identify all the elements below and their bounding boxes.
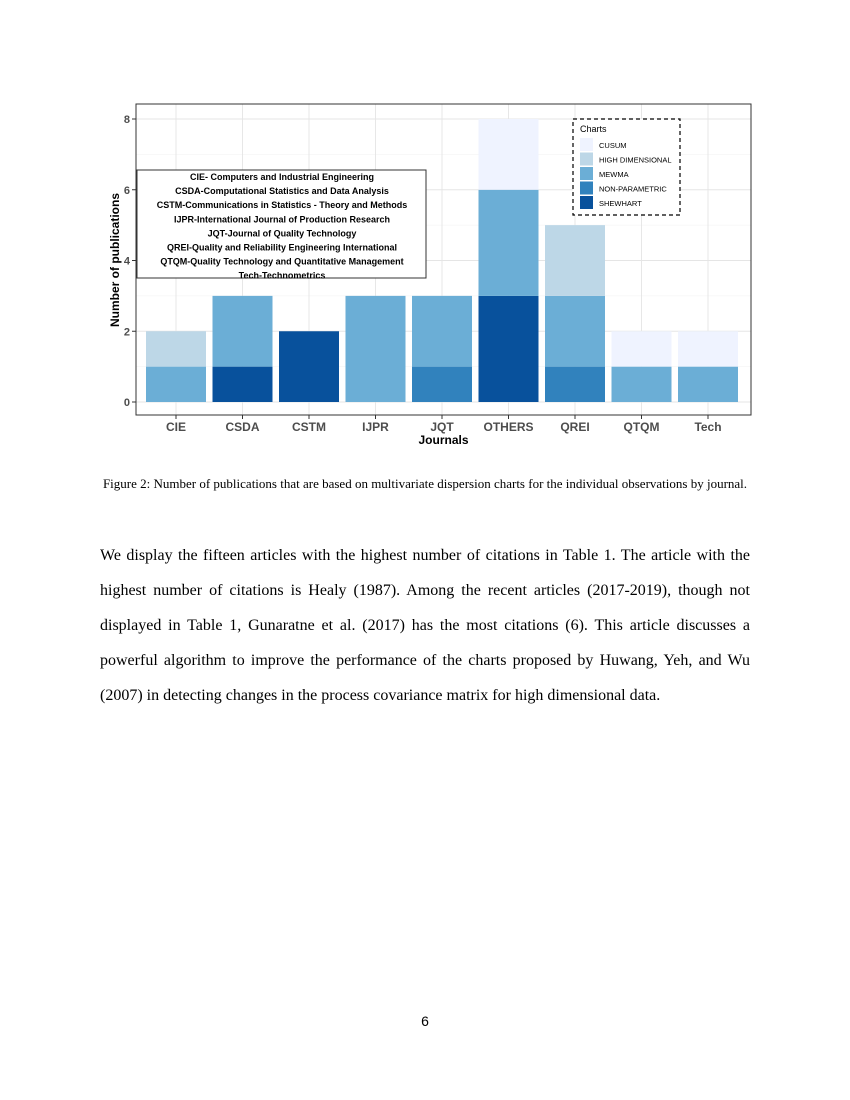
page-number: 6 — [421, 1013, 429, 1029]
bar-segment — [678, 367, 738, 402]
bar-segment — [146, 331, 206, 366]
legend-swatch — [580, 138, 593, 151]
bar-segment — [213, 296, 273, 367]
x-axis-title: Journals — [418, 433, 469, 447]
legend-label: CUSUM — [599, 141, 627, 150]
journal-key-line: IJPR-International Journal of Production Research — [173, 214, 391, 225]
journal-key-line: CIE- Computers and Industrial Engineering — [189, 172, 375, 182]
journal-key-line: QREI-Quality and Reliability Engineering International — [166, 242, 398, 253]
bar-segment — [612, 367, 672, 402]
journal-key-line: Tech-Technometrics — [238, 270, 326, 281]
bar-segment — [479, 296, 539, 402]
x-tick-label: JQT — [430, 420, 454, 434]
journal-key-line: JQT-Journal of Quality Technology — [207, 228, 357, 239]
bar-segment — [279, 331, 339, 402]
bar-segment — [412, 367, 472, 402]
legend-title: Charts — [580, 124, 607, 134]
y-axis-title: Number of publications — [108, 192, 122, 328]
bar-segment — [678, 331, 738, 366]
bar-segment — [612, 331, 672, 366]
legend-swatch — [580, 167, 593, 180]
journal-key-line: CSDA-Computational Statistics and Data Analysis — [175, 186, 389, 197]
legend-label: NON-PARAMETRIC — [599, 184, 667, 194]
legend-label: HIGH DIMENSIONAL — [599, 155, 672, 165]
x-tick-label: QREI — [560, 420, 590, 434]
legend-swatch — [580, 153, 593, 166]
bar-segment — [545, 367, 605, 402]
stacked-bar-chart — [0, 0, 850, 460]
bar-segment — [479, 190, 539, 296]
y-tick-label: 0 — [123, 397, 130, 409]
body-paragraph: We display the fifteen articles with the highest number of citations in Table 1. The article with the highest number of citations is Healy (1987). Among the recent articles (2017-2019), though not displayed in Table 1, Gunaratne et al. (2017) has the most citations (6). This article discusses a powerful algorithm to improve the performance of the charts proposed by Huwang, Yeh, and Wu (2007) in detecting changes in the process covariance matrix for high dimensional data. — [100, 547, 750, 704]
journal-key-line: QTQM-Quality Technology and Quantitative Management — [160, 256, 404, 267]
bar-segment — [479, 119, 539, 190]
legend-swatch — [580, 196, 593, 209]
x-tick-label: CSDA — [225, 420, 260, 434]
legend-swatch — [580, 182, 593, 195]
y-tick-label: 6 — [123, 184, 130, 197]
figure-caption: Figure 2: Number of publications that are based on multivariate dispersion charts for the individual observations by journal. — [102, 476, 748, 491]
x-tick-label: IJPR — [362, 420, 389, 434]
legend-label: MEWMA — [599, 170, 629, 179]
bar-segment — [346, 296, 406, 402]
bar-segment — [213, 367, 273, 402]
x-tick-label: Tech — [694, 420, 722, 434]
x-tick-label: CSTM — [292, 420, 326, 434]
bar-segment — [146, 367, 206, 402]
journal-key-line: CSTM-Communications in Statistics - Theory and Methods — [156, 200, 408, 211]
y-tick-label: 8 — [123, 114, 130, 126]
bar-segment — [412, 296, 472, 367]
legend-label: SHEWHART — [599, 199, 642, 208]
x-tick-label: CIE — [165, 420, 187, 434]
bar-segment — [545, 296, 605, 367]
x-tick-label: QTQM — [623, 420, 660, 434]
y-tick-label: 4 — [123, 255, 130, 268]
x-tick-label: OTHERS — [483, 420, 534, 434]
bar-segment — [545, 225, 605, 296]
y-tick-label: 2 — [123, 326, 130, 339]
